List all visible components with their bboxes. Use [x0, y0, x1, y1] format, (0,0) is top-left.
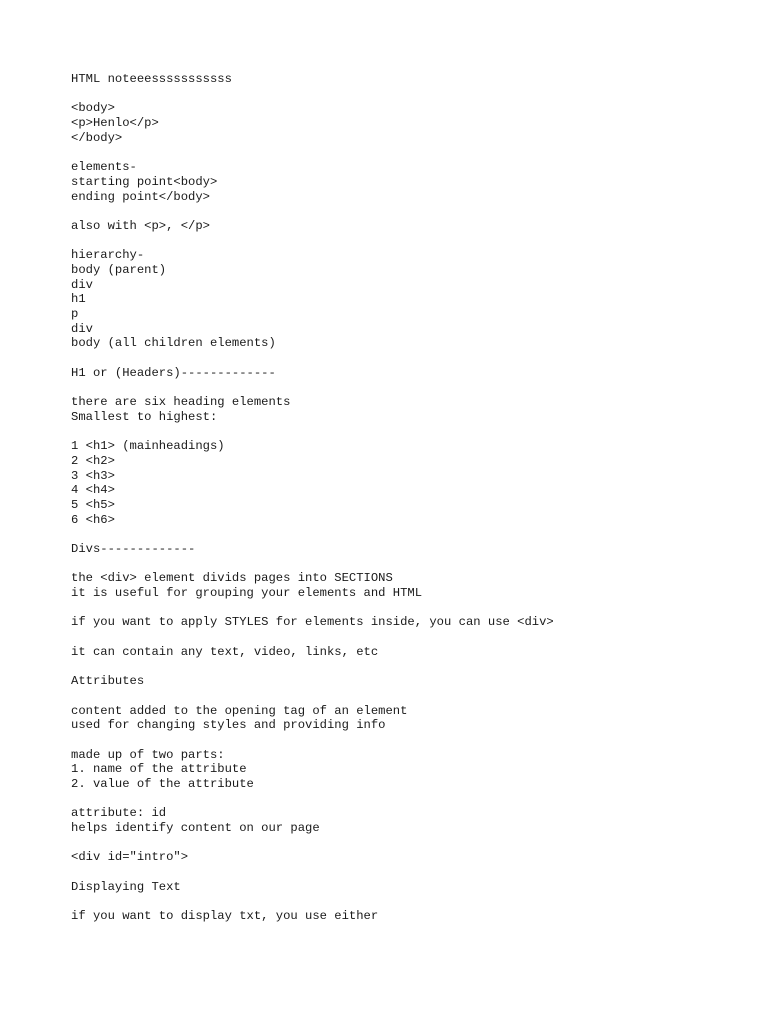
document-line: div	[71, 321, 93, 336]
document-line	[71, 234, 731, 249]
document-text	[71, 72, 731, 924]
document-line: div	[71, 277, 93, 292]
document-line: 1 <h1> (mainheadings)	[71, 439, 225, 454]
document-line	[71, 630, 731, 645]
document-line: if you want to apply STYLES for elements inside, you can use <div>	[71, 615, 554, 630]
document-line	[71, 425, 731, 440]
document-line: it is useful for grouping your elements and HTML	[71, 586, 423, 601]
document-line	[71, 836, 731, 851]
document-line: helps identify content on our page	[71, 821, 320, 836]
document-line: elements-	[71, 160, 137, 175]
document-line	[71, 557, 731, 572]
document-line	[71, 351, 731, 366]
document-line	[71, 689, 731, 704]
document-line	[71, 527, 731, 542]
document-line: hierarchy-	[71, 248, 145, 263]
document-line: Smallest to highest:	[71, 409, 218, 424]
document-line	[71, 865, 731, 880]
document-line: 1. name of the attribute	[71, 762, 247, 777]
document-line: <p>Henlo</p>	[71, 116, 159, 131]
document-line: if you want to display txt, you use either	[71, 909, 379, 924]
document-line: 2 <h2>	[71, 453, 115, 468]
document-line: p	[71, 307, 79, 321]
document-line: H1 or (Headers)-------------	[71, 365, 276, 380]
document-line: it can contain any text, video, links, etc	[71, 644, 379, 659]
document-line: <body>	[71, 101, 115, 116]
document-line: Displaying Text	[71, 879, 181, 894]
document-line	[71, 87, 731, 102]
document-line: 4 <h4>	[71, 483, 115, 498]
document-line	[71, 204, 731, 219]
document-line: ending point</body>	[71, 189, 210, 204]
document-line	[71, 601, 731, 616]
document-line: <div id="intro">	[71, 850, 189, 865]
document-line: attribute: id	[71, 806, 167, 821]
document-line: h1	[71, 292, 86, 307]
document-line: made up of two parts:	[71, 747, 225, 762]
document-line: also with <p>, </p>	[71, 218, 210, 233]
document-line: the <div> element divids pages into SECTIONS	[71, 571, 393, 586]
document-line: there are six heading elements	[71, 395, 291, 410]
document-line	[71, 792, 731, 807]
document-line	[71, 895, 731, 910]
document-line	[71, 733, 731, 748]
document-line: 5 <h5>	[71, 497, 115, 512]
document-line: starting point<body>	[71, 174, 218, 189]
document-line: Divs-------------	[71, 542, 196, 556]
document-line	[71, 145, 731, 160]
document-line: 3 <h3>	[71, 468, 115, 483]
document-line: </body>	[71, 130, 123, 145]
document-line: body (parent)	[71, 262, 167, 277]
document-line: content added to the opening tag of an element	[71, 703, 408, 718]
document-line: HTML noteeesssssssssss	[71, 72, 232, 86]
document-line: Attributes	[71, 674, 145, 689]
document-line: 2. value of the attribute	[71, 777, 254, 791]
document-line	[71, 380, 731, 395]
document-line	[71, 660, 731, 675]
document-line: used for changing styles and providing info	[71, 718, 386, 733]
document-line: body (all children elements)	[71, 336, 276, 351]
document-line: 6 <h6>	[71, 512, 115, 527]
